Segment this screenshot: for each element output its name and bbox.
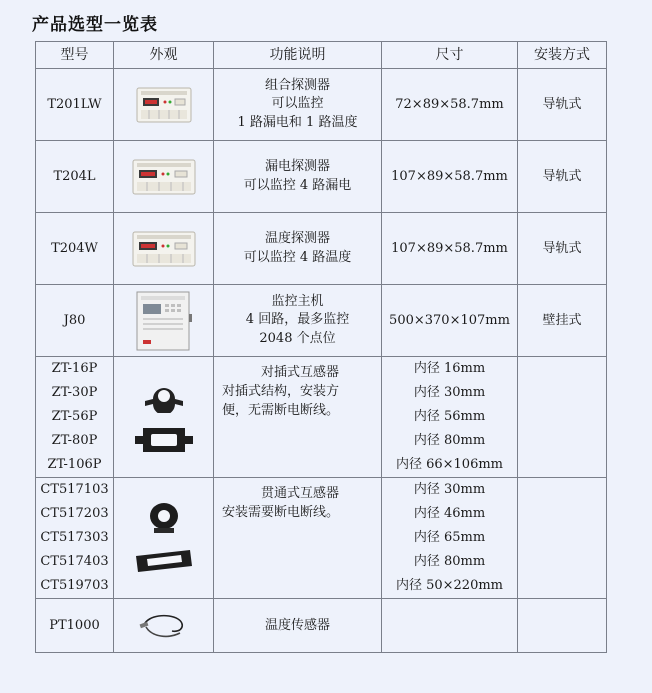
function-cell bbox=[214, 69, 382, 141]
mounting-cell bbox=[518, 478, 607, 599]
function-line: 安装需要断电断线。 bbox=[222, 505, 340, 520]
model-line: CT517103 bbox=[40, 482, 109, 497]
mounting-cell bbox=[518, 599, 607, 653]
size-line: 内径 66×106mm bbox=[395, 457, 504, 472]
size-line: 内径 56mm bbox=[413, 409, 486, 424]
through-core-transformer-icon bbox=[146, 501, 182, 535]
model-line: ZT-106P bbox=[47, 457, 102, 472]
function-line: 便，无需断电断线。 bbox=[222, 403, 340, 418]
size-cell: 107×89×58.7mm bbox=[382, 213, 518, 285]
table-row bbox=[36, 357, 607, 478]
table-row bbox=[36, 599, 607, 653]
model-line: ZT-80P bbox=[51, 433, 98, 448]
monitoring-host-icon bbox=[133, 290, 195, 352]
table-header-row bbox=[36, 42, 607, 69]
din-rail-detector-icon bbox=[135, 85, 193, 125]
table-row bbox=[36, 213, 607, 285]
header-mounting: 安装方式 bbox=[518, 42, 607, 69]
size-line: 内径 65mm bbox=[413, 530, 486, 545]
function-cell bbox=[214, 285, 382, 357]
function-line: 组合探测器 bbox=[264, 77, 330, 93]
size-line: 内径 16mm bbox=[413, 361, 486, 376]
appearance-cell bbox=[114, 285, 214, 357]
function-line: 4 回路，最多监控 bbox=[245, 312, 350, 328]
mounting-cell: 导轨式 bbox=[518, 69, 607, 141]
function-line: 2048 个点位 bbox=[259, 330, 336, 346]
model-line: ZT-16P bbox=[51, 361, 98, 376]
appearance-cell bbox=[114, 69, 214, 141]
through-core-transformer-icon bbox=[133, 547, 195, 575]
model-cell bbox=[36, 478, 114, 599]
function-line: 对插式结构，安装方 bbox=[222, 384, 340, 399]
size-cell bbox=[382, 599, 518, 653]
split-core-transformer-icon bbox=[133, 425, 195, 455]
product-selection-table bbox=[35, 41, 607, 653]
appearance-cell bbox=[114, 213, 214, 285]
size-line: 内径 50×220mm bbox=[395, 578, 504, 593]
function-line: 1 路漏电和 1 路温度 bbox=[237, 114, 358, 130]
model-cell: T201LW bbox=[36, 69, 114, 141]
size-cell: 107×89×58.7mm bbox=[382, 141, 518, 213]
table-row bbox=[36, 285, 607, 357]
temperature-sensor-icon bbox=[138, 611, 190, 641]
function-line: 温度探测器 bbox=[264, 231, 330, 246]
din-rail-detector-icon bbox=[131, 229, 197, 269]
function-cell bbox=[214, 478, 382, 599]
model-line: CT517203 bbox=[40, 506, 109, 521]
model-line: CT519703 bbox=[40, 578, 109, 593]
appearance-cell bbox=[114, 141, 214, 213]
model-cell bbox=[36, 357, 114, 478]
size-line: 内径 80mm bbox=[413, 554, 486, 569]
table-row bbox=[36, 478, 607, 599]
size-cell: 72×89×58.7mm bbox=[382, 69, 518, 141]
mounting-cell: 导轨式 bbox=[518, 141, 607, 213]
size-line: 内径 46mm bbox=[413, 506, 486, 521]
table-row bbox=[36, 141, 607, 213]
model-line: ZT-56P bbox=[51, 409, 98, 424]
function-cell bbox=[214, 141, 382, 213]
function-line: 对插式互感器 bbox=[260, 365, 339, 380]
size-cell bbox=[382, 357, 518, 478]
function-line: 监控主机 bbox=[271, 293, 324, 309]
function-cell bbox=[214, 357, 382, 478]
size-line: 内径 30mm bbox=[413, 482, 486, 497]
header-function: 功能说明 bbox=[214, 42, 382, 69]
appearance-cell bbox=[114, 478, 214, 599]
model-cell: T204W bbox=[36, 213, 114, 285]
size-cell bbox=[382, 478, 518, 599]
size-line: 内径 80mm bbox=[413, 433, 486, 448]
header-size: 尺寸 bbox=[382, 42, 518, 69]
din-rail-detector-icon bbox=[131, 157, 197, 197]
mounting-cell bbox=[518, 357, 607, 478]
model-cell: J80 bbox=[36, 285, 114, 357]
function-line: 贯通式互感器 bbox=[260, 486, 339, 501]
function-line: 可以监控 bbox=[271, 96, 324, 112]
model-line: CT517403 bbox=[40, 554, 109, 569]
size-line: 内径 30mm bbox=[413, 385, 486, 400]
table-row bbox=[36, 69, 607, 141]
header-model: 型号 bbox=[36, 42, 114, 69]
header-appearance: 外观 bbox=[114, 42, 214, 69]
model-cell: PT1000 bbox=[36, 599, 114, 653]
appearance-cell bbox=[114, 599, 214, 653]
mounting-cell: 壁挂式 bbox=[518, 285, 607, 357]
model-line: ZT-30P bbox=[51, 385, 98, 400]
function-line: 可以监控 4 路温度 bbox=[243, 249, 352, 265]
function-cell: 温度传感器 bbox=[214, 599, 382, 653]
split-core-transformer-icon bbox=[141, 379, 187, 413]
page-title: 产品选型一览表 bbox=[32, 15, 158, 35]
mounting-cell: 导轨式 bbox=[518, 213, 607, 285]
model-line: CT517303 bbox=[40, 530, 109, 545]
function-line: 可以监控 4 路漏电 bbox=[243, 177, 352, 193]
model-cell: T204L bbox=[36, 141, 114, 213]
size-cell: 500×370×107mm bbox=[382, 285, 518, 357]
function-cell bbox=[214, 213, 382, 285]
appearance-cell bbox=[114, 357, 214, 478]
function-line: 漏电探测器 bbox=[264, 159, 330, 174]
